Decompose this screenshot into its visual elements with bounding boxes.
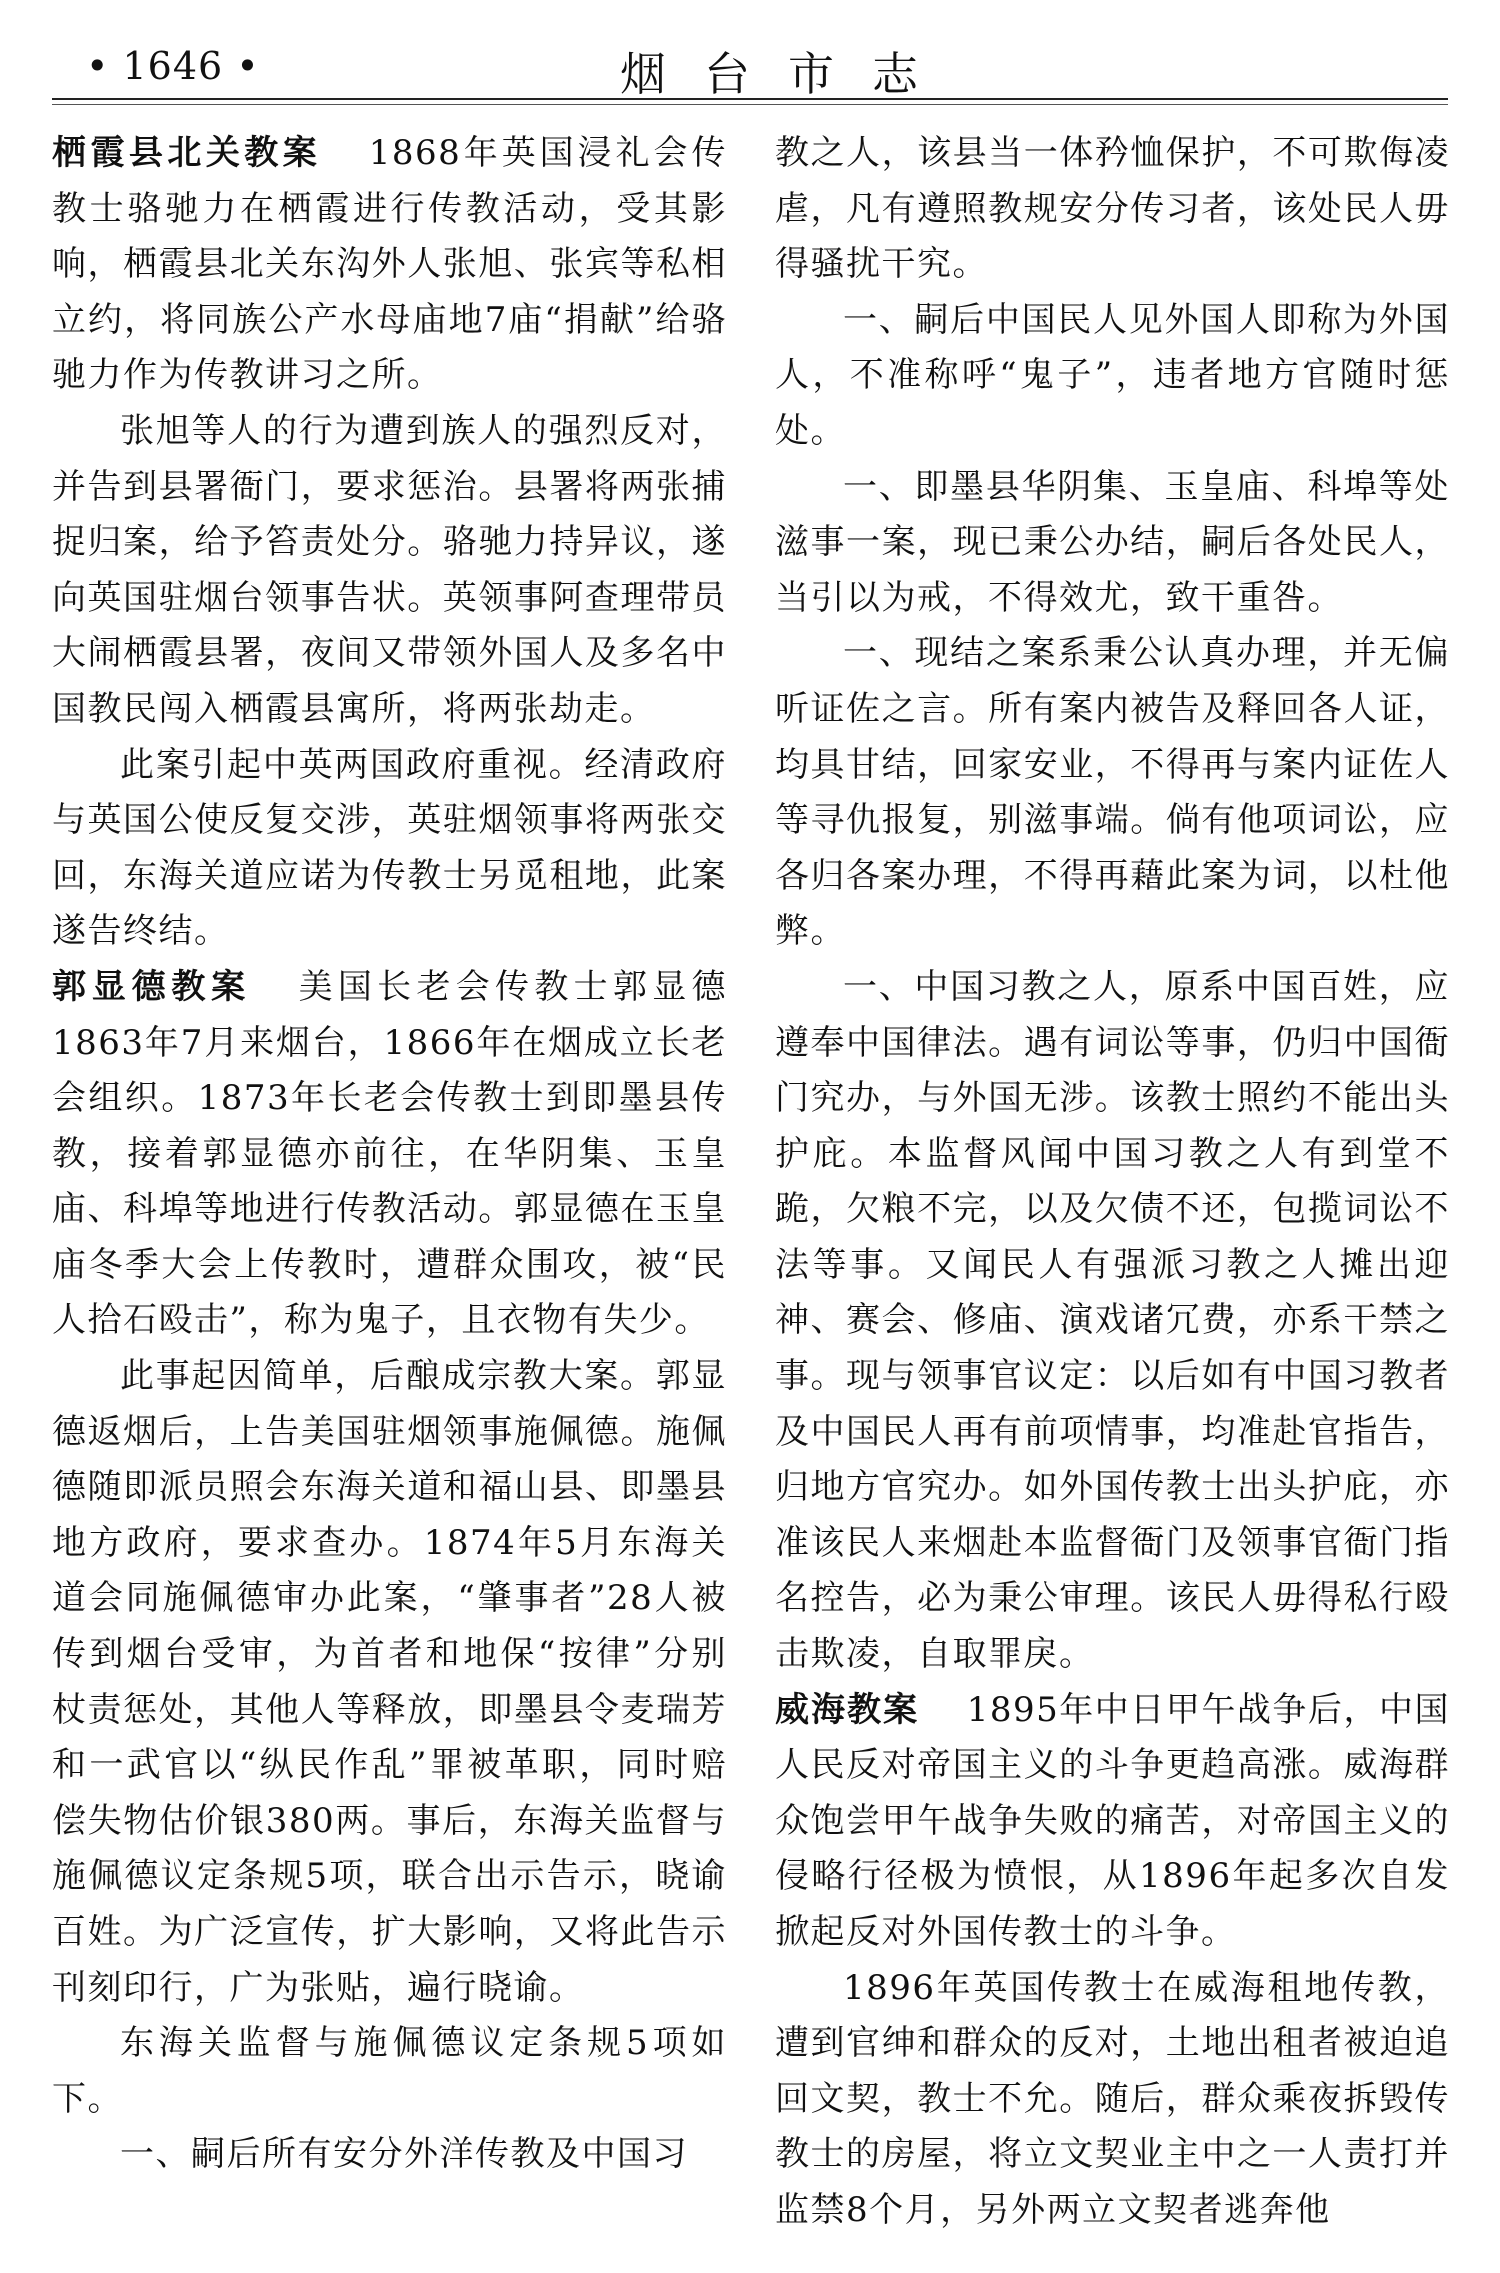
paragraph: [775, 626, 1450, 960]
right-column: [775, 126, 1450, 2239]
running-title: 烟台市志: [620, 47, 956, 101]
paragraph-text: 一、嗣后中国民人见外国人即称为外国人，不准称呼“鬼子”，违者地方官随时惩处。: [775, 299, 1450, 451]
paragraph-text: 教之人，该县当一体矜恤保护，不可欺侮凌虐，凡有遵照教规安分传习者，该处民人毋得骚扰干究。: [775, 133, 1450, 285]
paragraph-text: 美国长老会传教士郭显德1863年7月来烟台，1866年在烟成立长老会组织。1873年长老会传教士到即墨县传教，接着郭显德亦前往，在华阴集、玉皇庙、科埠等地进行传教活动。郭显德在玉皇庙冬季大会上传教时，遭群众围攻，被“民人拾石殴击”，称为鬼子，且衣物有失少。: [52, 966, 727, 1341]
paragraph: [775, 293, 1450, 460]
paragraph-text: 此事起因简单，后酿成宗教大案。郭显德返烟后，上告美国驻烟领事施佩德。施佩德随即派员照会东海关道和福山县、即墨县地方政府，要求查办。1874年5月东海关道会同施佩德审办此案，“肇事者”28人被传到烟台受审，为首者和地保“按律”分别杖责惩处，其他人等释放，即墨县令麦瑞芳和一武官以“纵民作乱”罪被革职，同时赔偿失物估价银380两。事后，东海关监督与施佩德议定条规5项，联合出示告示，晓谕百姓。为广泛宣传，扩大影响，又将此告示刊刻印行，广为张贴，遍行晓谕。: [52, 1356, 727, 2008]
paragraph: [52, 2127, 727, 2183]
case-heading: 郭显德教案: [52, 966, 251, 1007]
paragraph: [52, 1349, 727, 2016]
paragraph-text: 此案引起中英两国政府重视。经清政府与英国公使反复交涉，英驻烟领事将两张交回，东海关道应诺为传教士另觅租地，此案遂告终结。: [52, 744, 727, 952]
page-number: • 1646 •: [86, 44, 260, 88]
paragraph-text: 东海关监督与施佩德议定条规5项如下。: [52, 2023, 727, 2119]
header-rule: [52, 98, 1448, 100]
paragraph-text: 1895年中日甲午战争后，中国人民反对帝国主义的斗争更趋高涨。威海群众饱尝甲午战争失败的痛苦，对帝国主义的侵略行径极为愤恨，从1896年起多次自发掀起反对外国传教士的斗争。: [775, 1689, 1451, 1952]
paragraph: [52, 960, 727, 1349]
paragraph: [775, 1683, 1450, 1961]
paragraph: [52, 404, 727, 738]
paragraph-text: 张旭等人的行为遭到族人的强烈反对，并告到县署衙门，要求惩治。县署将两张捕捉归案，给予笞责处分。骆驰力持异议，遂向英国驻烟台领事告状。英领事阿查理带员大闹栖霞县署，夜间又带领外国人及多名中国教民闯入栖霞县寓所，将两张劫走。: [52, 410, 727, 729]
case-heading: 威海教案: [775, 1689, 920, 1730]
header-rule-thin: [52, 104, 1448, 105]
left-column: [52, 126, 727, 2183]
paragraph: [775, 960, 1450, 1683]
paragraph: [52, 126, 727, 404]
page-header: [52, 38, 1448, 101]
paragraph: [775, 126, 1450, 293]
case-heading: 栖霞县北关教案: [52, 133, 322, 173]
paragraph-text: 一、中国习教之人，原系中国百姓，应遵奉中国律法。遇有词讼等事，仍归中国衙门究办，与外国无涉。该教士照约不能出头护庇。本监督风闻中国习教之人有到堂不跪，欠粮不完，以及欠债不还，包揽词讼不法等事。又闻民人有强派习教之人摊出迎神、赛会、修庙、演戏诸冗费，亦系干禁之事。现与领事官议定：以后如有中国习教者及中国民人再有前项情事，均准赴官指告，归地方官究办。如外国传教士出头护庇，亦准该民人来烟赴本监督衙门及领事官衙门指名控告，必为秉公审理。该民人毋得私行殴击欺凌，自取罪戾。: [775, 966, 1450, 1675]
paragraph-text: 1896年英国传教士在威海租地传教，遭到官绅和群众的反对，土地出租者被迫追回文契，教士不允。随后，群众乘夜拆毁传教士的房屋，将立文契业主中之一人责打并监禁8个月，另外两立文契者逃奔他: [775, 1967, 1450, 2230]
paragraph-text: 1868年英国浸礼会传教士骆驰力在栖霞进行传教活动，受其影响，栖霞县北关东沟外人张旭、张宾等私相立约，将同族公产水母庙地7庙“捐献”给骆驰力作为传教讲习之所。: [52, 133, 727, 396]
paragraph-text: 一、现结之案系秉公认真办理，并无偏听证佐之言。所有案内被告及释回各人证，均具甘结，回家安业，不得再与案内证佐人等寻仇报复，别滋事端。倘有他项词讼，应各归各案办理，不得再藉此案为词，以杜他弊。: [775, 633, 1450, 952]
paragraph: [52, 2016, 727, 2127]
paragraph-text: 一、嗣后所有安分外洋传教及中国习: [120, 2134, 688, 2175]
paragraph: [775, 460, 1450, 627]
paragraph: [775, 1961, 1450, 2239]
paragraph: [52, 738, 727, 960]
paragraph-text: 一、即墨县华阴集、玉皇庙、科埠等处滋事一案，现已秉公办结，嗣后各处民人，当引以为戒，不得效尤，致干重咎。: [775, 466, 1450, 618]
